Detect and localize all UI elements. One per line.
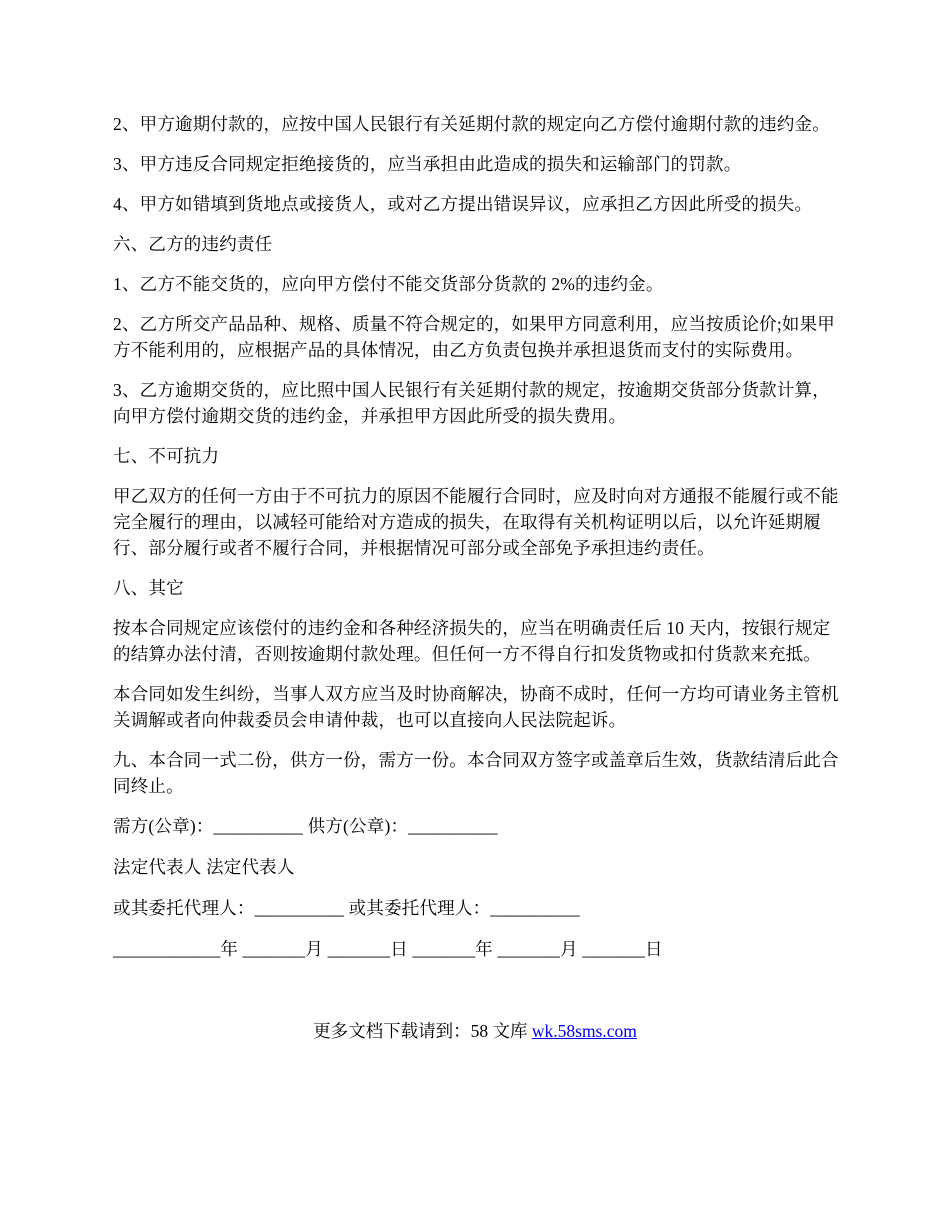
footer-text: 更多文档下载请到：58 文库 [313, 1021, 532, 1041]
section-heading-8: 八、其它 [113, 578, 184, 598]
clause-b2-nonconforming: 2、乙方所交产品品种、规格、质量不符合规定的，如果甲方同意利用，应当按质论价;如果甲方不能利用的，应根据产品的具体情况，由乙方负责包换并承担退货而支付的实际费用。 [113, 314, 836, 360]
footer [0, 1018, 950, 1044]
signature-date-line: ____________年 _______月 _______日 _______年 _______月 _______日 [113, 939, 663, 959]
footer-link[interactable]: wk.58sms.com [531, 1021, 637, 1041]
signature-parties-line: 需方(公章)：__________ 供方(公章)：__________ [113, 816, 498, 836]
section-heading-9: 九、本合同一式二份，供方一份，需方一份。本合同双方签字或盖章后生效，货款结清后此合同终止。 [113, 750, 839, 796]
clause-a4-wrong-address: 4、甲方如错填到货地点或接货人，或对乙方提出错误异议，应承担乙方因此所受的损失。 [113, 194, 813, 214]
clause-disputes: 本合同如发生纠纷，当事人双方应当及时协商解决，协商不成时，任何一方均可请业务主管机关调解或者向仲裁委员会申请仲裁，也可以直接向人民法院起诉。 [113, 684, 839, 730]
clause-b3-late-delivery: 3、乙方逾期交货的，应比照中国人民银行有关延期付款的规定，按逾期交货部分货款计算，向甲方偿付逾期交货的违约金，并承担甲方因此所受的损失费用。 [113, 380, 830, 426]
clause-a2-late-payment: 2、甲方逾期付款的，应按中国人民银行有关延期付款的规定向乙方偿付逾期付款的违约金。 [113, 114, 830, 134]
clause-settlement: 按本合同规定应该偿付的违约金和各种经济损失的，应当在明确责任后 10 天内，按银行规定的结算办法付清，否则按逾期付款处理。但任何一方不得自行扣发货物或扣付货款来充抵。 [113, 618, 831, 664]
clause-b1-no-delivery: 1、乙方不能交货的，应向甲方偿付不能交货部分货款的 2%的违约金。 [113, 274, 664, 294]
signature-agents-line: 或其委托代理人：__________ 或其委托代理人：__________ [113, 898, 580, 918]
signature-representatives-line: 法定代表人 法定代表人 [113, 857, 295, 877]
section-heading-6: 六、乙方的违约责任 [113, 234, 273, 254]
document-body [113, 111, 839, 977]
section-heading-7: 七、不可抗力 [113, 446, 220, 466]
clause-a3-refuse-goods: 3、甲方违反合同规定拒绝接货的，应当承担由此造成的损失和运输部门的罚款。 [113, 154, 742, 174]
signature-block [113, 813, 839, 962]
clause-force-majeure: 甲乙双方的任何一方由于不可抗力的原因不能履行合同时，应及时向对方通报不能履行或不能完全履行的理由，以减轻可能给对方造成的损失，在取得有关机构证明以后，以允许延期履行、部分履行或者不履行合同，并根据情况可部分或全部免予承担违约责任。 [113, 486, 839, 558]
